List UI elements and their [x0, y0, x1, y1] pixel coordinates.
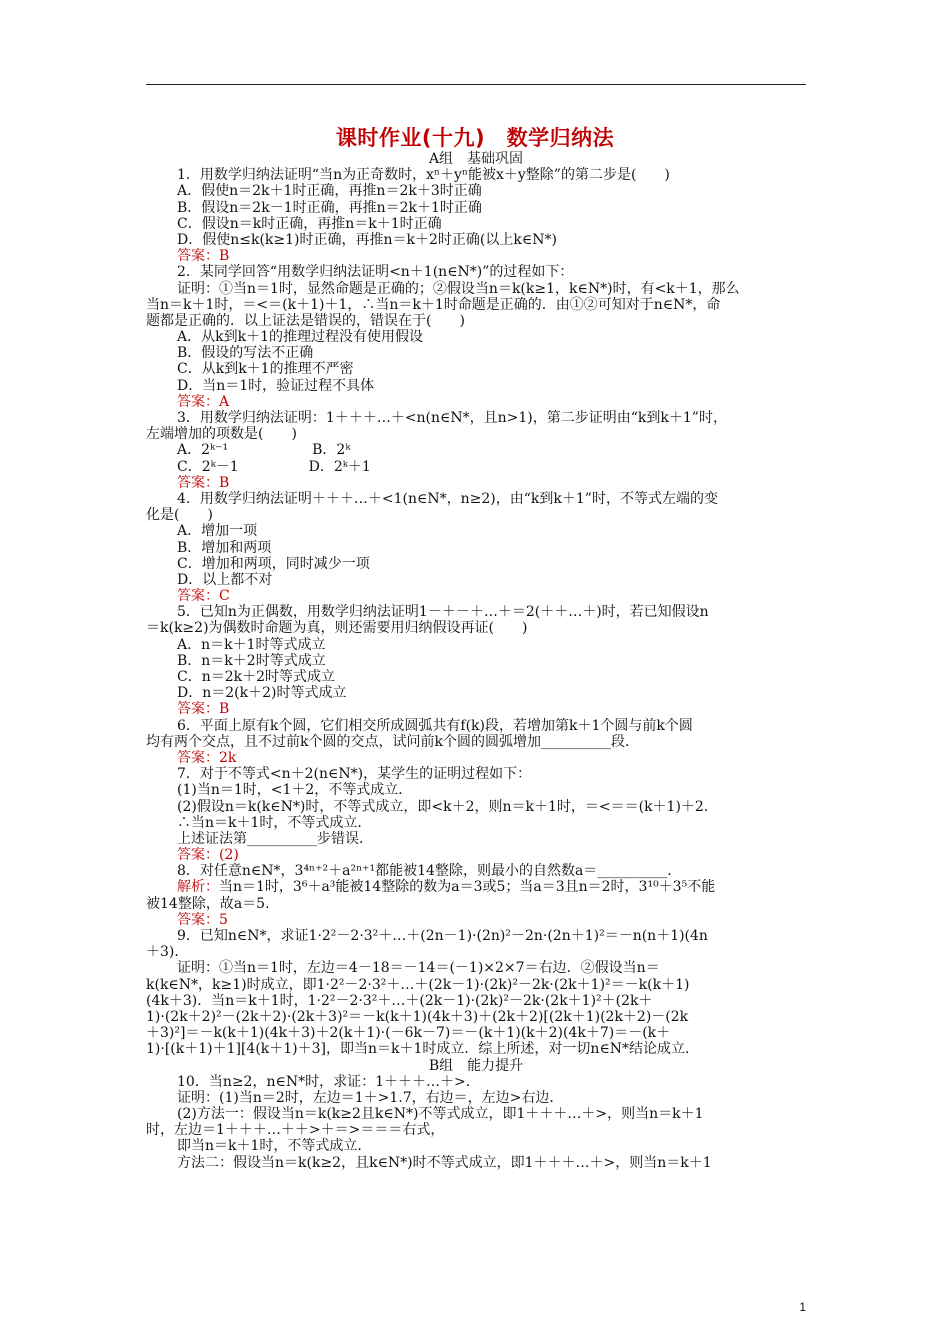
page-title: 课时作业(十九) 数学归纳法 [335, 126, 615, 150]
text-line: 3．用数学归纳法证明：1＋＋＋…＋<n(n∈N*，且n>1)，第二步证明由“k到k＋1”时， [177, 410, 727, 426]
answer-line: 答案：5 [177, 911, 228, 928]
text-line: 1．用数学归纳法证明“当n为正奇数时，xⁿ＋yⁿ能被x＋y整除”的第二步是( ) [177, 167, 670, 184]
text-line: ＋3)． [146, 944, 189, 961]
text-line: A．增加一项 [177, 523, 258, 540]
text-line: 7．对于不等式<n＋2(n∈N*)，某学生的证明过程如下： [177, 766, 532, 783]
text-line: 方法二：假设当n＝k(k≥2，且k∈N*)时不等式成立，即1＋＋＋…＋>，则当n＝k＋1 [177, 1154, 712, 1171]
text-line: 9．已知n∈N*，求证1·2²－2·3²＋…＋(2n－1)·(2n)²－2n·(2n＋1)²＝－n(n＋1)(4n [177, 928, 708, 944]
section-heading: A组 基础巩固 [428, 151, 524, 167]
text-line: 时，左边＝1＋＋＋…＋＋>＋＝>＝＝＝右式， [146, 1122, 445, 1139]
text-line: 上述证法第__________步错误． [177, 830, 373, 847]
page-number: 1 [799, 1300, 806, 1314]
text-line: 证明：①当n＝1时，显然命题是正确的；②假设当n＝k(k≥1，k∈N*)时，有<k＋1，那么 [177, 280, 740, 297]
text-line: 6．平面上原有k个圆，它们相交所成圆弧共有f(k)段，若增加第k＋1个圆与前k个圆 [177, 717, 693, 734]
answer-line: 答案：B [177, 248, 230, 265]
text-line: 2．某同学回答“用数学归纳法证明<n＋1(n∈N*)”的过程如下： [177, 264, 574, 281]
answer-line: 答案：B [177, 474, 230, 491]
document-body [146, 151, 806, 1171]
text-line: B．增加和两项 [177, 539, 272, 556]
text-line: B．假设n＝2k－1时正确，再推n＝2k＋1时正确 [177, 199, 482, 216]
text-line: A．从k到k＋1的推理过程没有使用假设 [177, 329, 423, 346]
section-heading: B组 能力提升 [428, 1057, 524, 1074]
text-line: k(k∈N*，k≥1)时成立，即1·2²－2·3²＋…＋(2k－1)·(2k)²－2k·(2k＋1)²＝－k(k＋1) [146, 976, 690, 993]
text-line: 证明：(1)当n＝2时，左边＝1＋>1.7，右边＝，左边>右边． [177, 1089, 564, 1106]
text-line: 5．已知n为正偶数，用数学归纳法证明1－＋－＋…＋＝2(＋＋…＋)时，若已知假设n [177, 604, 709, 621]
answer-line: 答案：A [177, 393, 230, 410]
text-line: ∴当n＝k＋1时，不等式成立． [177, 814, 372, 831]
answer-line: 答案：(2) [177, 847, 239, 864]
text-line: A．假使n＝2k＋1时正确，再推n＝2k＋3时正确 [177, 183, 482, 200]
text-line: 8．对任意n∈N*，3⁴ⁿ⁺²＋a²ⁿ⁺¹都能被14整除，则最小的自然数a＝__________． [177, 863, 682, 880]
text-line: D．假使n≤k(k≥1)时正确，再推n＝k＋2时正确(以上k∈N*) [177, 231, 557, 248]
text-line: (2)方法一：假设当n＝k(k≥2且k∈N*)不等式成立，即1＋＋＋…＋>，则当n＝k＋1 [177, 1106, 704, 1123]
text-line: (4k＋3)．当n＝k＋1时，1·2²－2·3²＋…＋(2k－1)·(2k)²－2k·(2k＋1)²＋(2k＋ [146, 992, 653, 1009]
text-line: B．假设的写法不正确 [177, 345, 314, 362]
text-line: B．n＝k＋2时等式成立 [177, 652, 326, 669]
text-line: 1)·[(k＋1)＋1][4(k＋1)＋3]，即当n＝k＋1时成立．综上所述，对一切n∈N*结论成立． [146, 1041, 700, 1058]
text-line: ＋3)²]＝－k(k＋1)(4k＋3)＋2(k＋1)·(－6k－7)＝－(k＋1)(k＋2)(4k＋7)＝－(k＋ [146, 1025, 671, 1042]
text-line: 4．用数学归纳法证明＋＋＋…＋<1(n∈N*，n≥2)，由“k到k＋1”时，不等式左端的变 [177, 490, 718, 507]
text-line: C．增加和两项，同时减少一项 [177, 555, 370, 572]
answer-line: 答案：2k [177, 749, 237, 766]
text-line: 化是( ) [146, 507, 213, 524]
answer-line: 答案：B [177, 701, 230, 718]
text-line: 均有两个交点，且不过前k个圆的交点，试问前k个圆的圆弧增加__________段． [146, 733, 639, 750]
text-line: D．当n＝1时，验证过程不具体 [177, 377, 375, 394]
text-line: 题都是正确的．以上证法是错误的，错误在于( ) [146, 312, 465, 329]
text-line: C．假设n＝k时正确，再推n＝k＋1时正确 [177, 215, 442, 232]
text-line: 证明：①当n＝1时，左边＝4－18＝－14＝(－1)×2×7＝右边．②假设当n＝ [177, 960, 660, 977]
text-line: C．2ᵏ－1 D．2ᵏ＋1 [177, 458, 371, 475]
text-line: 解析：当n＝1时，3⁶＋a³能被14整除的数为a＝3或5；当a＝3且n＝2时，3¹⁰＋3⁵不能 [177, 879, 716, 896]
text-line: 被14整除，故a＝5. [146, 895, 270, 912]
text-line: 左端增加的项数是( ) [146, 426, 297, 443]
header-rule [146, 84, 806, 85]
text-line: A．2ᵏ⁻¹ B．2ᵏ [177, 442, 351, 459]
text-line: D．以上都不对 [177, 571, 273, 588]
text-line: C．从k到k＋1的推理不严密 [177, 361, 354, 378]
text-line: 即当n＝k＋1时，不等式成立． [177, 1138, 372, 1155]
text-line: C．n＝2k＋2时等式成立 [177, 669, 336, 685]
text-line: D．n＝2(k＋2)时等式成立 [177, 685, 347, 702]
text-line: 1)·(2k＋2)²－(2k＋2)·(2k＋3)²＝－k(k＋1)(4k＋3)＋(2k＋2)[(2k＋1)(2k＋2)－(2k [146, 1008, 689, 1025]
text-line: (2)假设n＝k(k∈N*)时，不等式成立，即<k＋2，则n＝k＋1时，＝<＝＝(k＋1)＋2． [177, 798, 718, 815]
text-line: ＝k(k≥2)为偶数时命题为真，则还需要用归纳假设再证( ) [146, 620, 528, 637]
text-line: 当n＝k＋1时，＝<＝(k＋1)＋1，∴当n＝k＋1时命题是正确的．由①②可知对于n∈N*，命 [146, 296, 721, 313]
text-line: A．n＝k＋1时等式成立 [177, 636, 326, 653]
text-line: (1)当n＝1时，<1＋2，不等式成立． [177, 782, 413, 799]
text-line: 10．当n≥2，n∈N*时，求证：1＋＋＋…＋>． [177, 1073, 480, 1090]
answer-line: 答案：C [177, 588, 230, 605]
